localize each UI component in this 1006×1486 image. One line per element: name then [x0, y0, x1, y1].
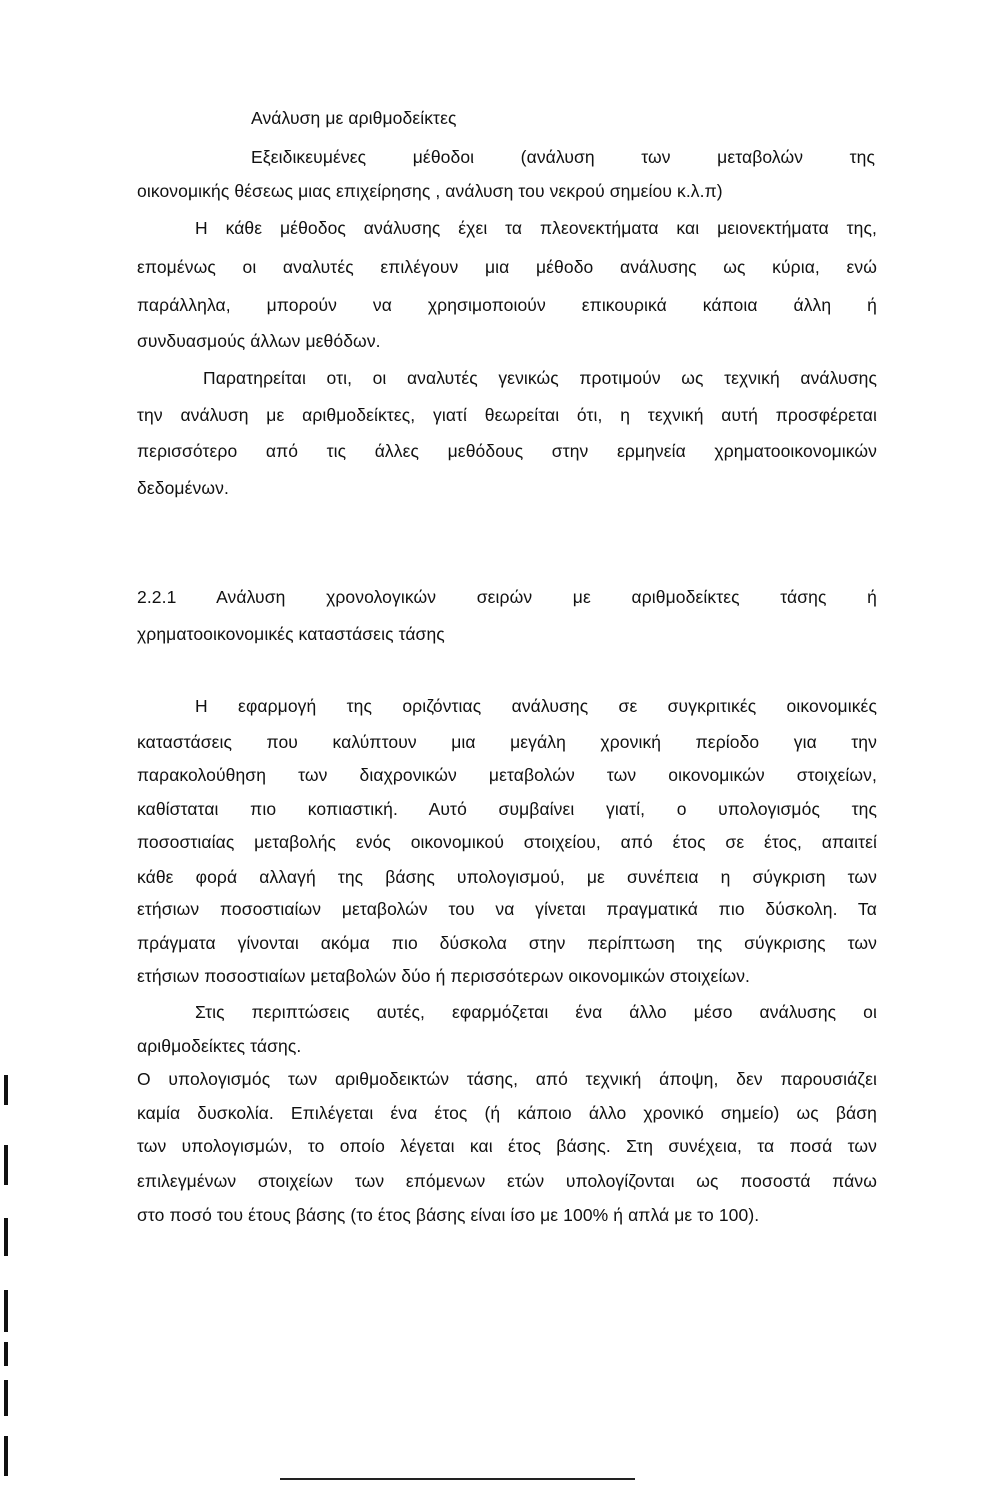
- text-line: ετήσιων ποσοστιαίων μεταβολών δύο ή περισσότερων οικονομικών στοιχείων.: [137, 966, 751, 986]
- text-line: Εξειδικευμένες μέθοδοι (ανάλυση των μεταβολών της: [251, 147, 875, 167]
- text-line: των υπολογισμών, το οποίο λέγεται και έτος βάσης. Στη συνέχεια, τα ποσά των: [137, 1136, 877, 1156]
- text-line: επιλεγμένων στοιχείων των επόμενων ετών υπολογίζονται ως ποσοστά πάνω: [137, 1171, 877, 1191]
- text-line: ετήσιων ποσοστιαίων μεταβολών του να γίνεται πραγματικά πιο δύσκολη. Τα: [137, 899, 877, 919]
- scan-mark: [4, 1342, 8, 1366]
- section-heading: 2.2.1 Ανάλυση χρονολογικών σειρών με αριθμοδείκτες τάσης ή: [137, 587, 877, 607]
- text-line: συνδυασμούς άλλων μεθόδων.: [137, 331, 381, 351]
- scan-mark: [4, 1380, 8, 1416]
- text-line: Παρατηρείται οτι, οι αναλυτές γενικώς προτιμούν ως τεχνική ανάλυσης: [203, 368, 877, 388]
- text-line: την ανάλυση με αριθμοδείκτες, γιατί θεωρείται ότι, η τεχνική αυτή προσφέρεται: [137, 405, 877, 425]
- text-line: Η κάθε μέθοδος ανάλυσης έχει τα πλεονεκτήματα και μειονεκτήματα της,: [195, 218, 877, 238]
- scan-mark: [4, 1075, 8, 1105]
- block-title: Ανάλυση με αριθμοδείκτες: [251, 108, 457, 128]
- text-line: αριθμοδείκτες τάσης.: [137, 1036, 302, 1056]
- text-line: πράγματα γίνονται ακόμα πιο δύσκολα στην περίπτωση της σύγκρισης των: [137, 933, 877, 953]
- text-line: Ο υπολογισμός των αριθμοδεικτών τάσης, από τεχνική άποψη, δεν παρουσιάζει: [137, 1069, 877, 1089]
- text-line: δεδομένων.: [137, 478, 229, 498]
- scan-mark: [4, 1436, 8, 1476]
- section-heading-cont: χρηματοοικονομικές καταστάσεις τάσης: [137, 624, 445, 644]
- text-line: παράλληλα, μπορούν να χρησιμοποιούν επικουρικά κάποια άλλη ή: [137, 295, 877, 315]
- text-line: Η εφαρμογή της οριζόντιας ανάλυσης σε συγκριτικές οικονομικές: [195, 696, 877, 716]
- text-line: ποσοστιαίας μεταβολής ενός οικονομικού στοιχείου, από έτος σε έτος, απαιτεί: [137, 832, 877, 852]
- text-line: οικονομικής θέσεως μιας επιχείρησης , ανάλυση του νεκρού σημείου κ.λ.π): [137, 181, 723, 201]
- text-line: κάθε φορά αλλαγή της βάσης υπολογισμού, με συνέπεια η σύγκριση των: [137, 867, 877, 887]
- text-line: Στις περιπτώσεις αυτές, εφαρμόζεται ένα άλλο μέσο ανάλυσης οι: [195, 1002, 877, 1022]
- bottom-rule: [280, 1478, 635, 1480]
- text-line: καμία δυσκολία. Επιλέγεται ένα έτος (ή κάποιο άλλο χρονικό σημείο) ως βάση: [137, 1103, 877, 1123]
- scan-mark: [4, 1145, 8, 1185]
- text-line: καταστάσεις που καλύπτουν μια μεγάλη χρονική περίοδο για την: [137, 732, 877, 752]
- scan-mark: [4, 1218, 8, 1256]
- text-line: επομένως οι αναλυτές επιλέγουν μια μέθοδο ανάλυσης ως κύρια, ενώ: [137, 257, 877, 277]
- text-line: στο ποσό του έτους βάσης (το έτος βάσης είναι ίσο με 100% ή απλά με το 100).: [137, 1205, 760, 1225]
- text-line: καθίσταται πιο κοπιαστική. Αυτό συμβαίνει γιατί, ο υπολογισμός της: [137, 799, 877, 819]
- text-line: περισσότερο από τις άλλες μεθόδους στην ερμηνεία χρηματοοικονομικών: [137, 441, 877, 461]
- scan-mark: [4, 1290, 8, 1332]
- text-line: παρακολούθηση των διαχρονικών μεταβολών των οικονομικών στοιχείων,: [137, 765, 877, 785]
